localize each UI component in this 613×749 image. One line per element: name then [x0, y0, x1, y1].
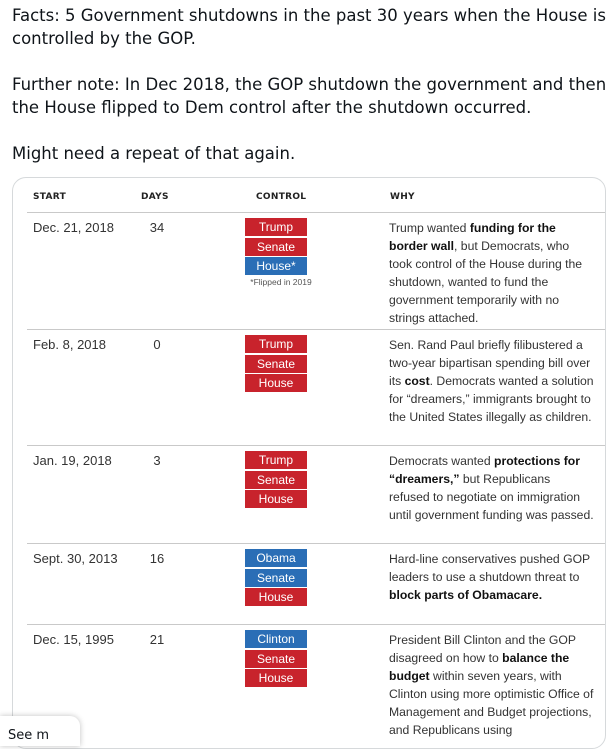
row-divider — [27, 624, 605, 625]
why-emphasis: funding for the border wall — [389, 221, 556, 253]
table-row — [13, 212, 605, 329]
cell-days: 0 — [153, 337, 161, 352]
cell-why — [389, 452, 594, 524]
control-footnote: *Flipped in 2019 — [250, 277, 312, 288]
control-badge: House — [245, 374, 307, 392]
why-text: Hard-line conservatives pushed GOP leaders to use a shutdown threat to — [389, 552, 590, 584]
row-divider — [27, 445, 605, 446]
why-emphasis: cost — [404, 374, 430, 388]
control-badge: Senate — [245, 471, 307, 489]
cell-control — [245, 335, 309, 394]
cell-why — [389, 336, 594, 426]
header-control: CONTROL — [256, 192, 307, 202]
table-row — [13, 624, 605, 744]
control-badge: Senate — [245, 569, 307, 587]
table-header — [13, 178, 605, 212]
why-text: , but Democrats, who took control of the House during the shutdown, wanted to fund the government temporarily with no strings attached. — [389, 239, 583, 325]
cell-days: 21 — [149, 632, 165, 647]
attached-image-card[interactable] — [12, 177, 606, 749]
header-why: WHY — [390, 192, 415, 202]
row-divider — [27, 543, 605, 544]
control-badge: House — [245, 669, 307, 687]
cell-start-date: Dec. 21, 2018 — [33, 220, 114, 235]
header-start: START — [33, 192, 67, 202]
why-text: . Democrats wanted a solution for “dreamers,” immigrants brought to the United States illegally as children. — [389, 374, 594, 424]
table-body — [13, 212, 605, 744]
control-badge: Senate — [245, 355, 307, 373]
why-text: Democrats wanted — [389, 454, 494, 468]
control-badge: Clinton — [245, 630, 307, 648]
control-badge: Trump — [245, 218, 307, 236]
cell-control — [245, 218, 312, 288]
cell-start-date: Jan. 19, 2018 — [33, 453, 112, 468]
why-emphasis: protections for “dreamers,” — [389, 454, 580, 486]
cell-days: 16 — [149, 551, 165, 566]
why-emphasis: block parts of Obamacare. — [389, 588, 543, 602]
post-text — [12, 4, 610, 165]
post-paragraph-3: Might need a repeat of that again. — [12, 144, 296, 163]
post-paragraph-1: Facts: 5 Government shutdowns in the past 30 years when the House is controlled by the GOP. — [12, 6, 606, 48]
control-badge: Obama — [245, 549, 307, 567]
control-badge: House* — [245, 257, 307, 275]
cell-start-date: Sept. 30, 2013 — [33, 551, 118, 566]
why-text: President Bill Clinton and the GOP disagreed on how to — [389, 633, 576, 665]
why-text: within seven years, with Clinton using more optimistic Office of Management and Budget projections, and Republicans using — [389, 669, 594, 737]
cell-why — [389, 219, 594, 327]
row-divider — [27, 329, 605, 330]
cell-start-date: Feb. 8, 2018 — [33, 337, 106, 352]
table-row — [13, 445, 605, 543]
control-badge: Senate — [245, 238, 307, 256]
cell-days: 34 — [149, 220, 165, 235]
why-emphasis: balance the budget — [389, 651, 570, 683]
table-row — [13, 543, 605, 624]
why-text: but Republicans refused to negotiate on immigration until government funding was passed. — [389, 472, 594, 522]
why-text: Sen. Rand Paul briefly filibustered a two-year bipartisan spending bill over its — [389, 338, 591, 388]
why-text: Trump wanted — [389, 221, 470, 235]
cell-days: 3 — [153, 453, 161, 468]
control-badge: Trump — [245, 451, 307, 469]
cell-why — [389, 631, 594, 739]
header-days: DAYS — [141, 192, 169, 202]
cell-control — [245, 549, 309, 608]
control-badge: Trump — [245, 335, 307, 353]
row-divider — [27, 212, 605, 213]
control-badge: Senate — [245, 650, 307, 668]
show-more-tab[interactable] — [0, 716, 80, 746]
control-badge: House — [245, 490, 307, 508]
post-paragraph-2: Further note: In Dec 2018, the GOP shutdown the government and then the House flipped to Dem control after the shutdown occurred. — [12, 75, 607, 117]
cell-start-date: Dec. 15, 1995 — [33, 632, 114, 647]
cell-control — [245, 451, 309, 510]
cell-control — [245, 630, 309, 689]
table-row — [13, 329, 605, 445]
control-badge: House — [245, 588, 307, 606]
cell-why — [389, 550, 594, 604]
show-more-label: See m — [8, 728, 50, 743]
